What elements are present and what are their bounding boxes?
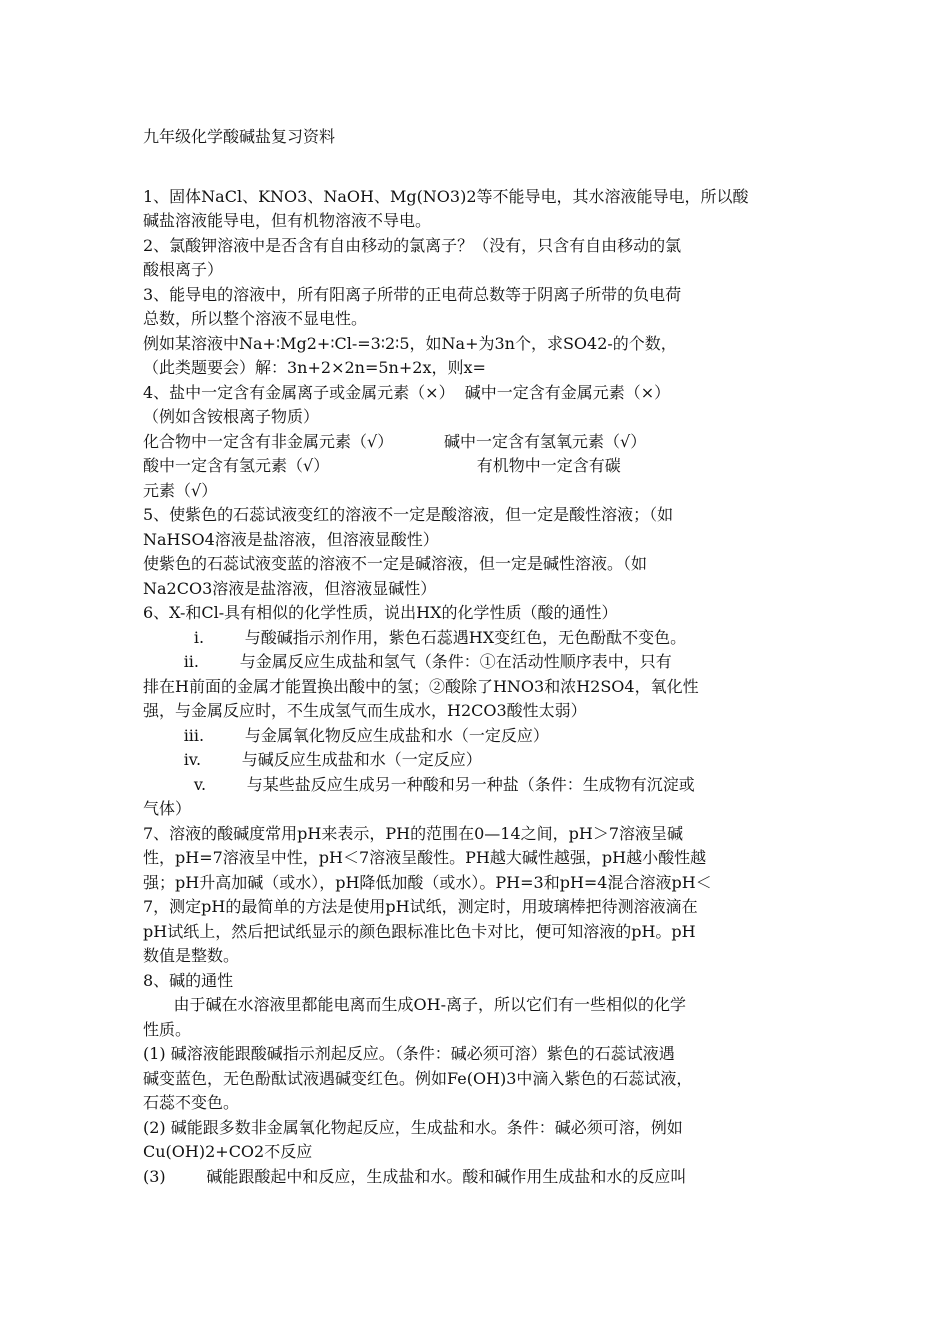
- text-line: 6、X-和Cl-具有相似的化学性质，说出HX的化学性质（酸的通性）: [143, 603, 618, 622]
- text-line: 排在H前面的金属才能置换出酸中的氢；②酸除了HNO3和浓H2SO4，氧化性: [143, 677, 699, 696]
- text-line: 气体）: [143, 799, 192, 818]
- text-line: 碱盐溶液能导电，但有机物溶液不导电。: [143, 211, 432, 230]
- text-line: ii. 与金属反应生成盐和氢气（条件：①在活动性顺序表中，只有: [143, 652, 672, 671]
- text-line: 石蕊不变色。: [143, 1093, 240, 1112]
- text-line: 使紫色的石蕊试液变蓝的溶液不一定是碱溶液，但一定是碱性溶液。（如: [143, 554, 648, 573]
- text-line: 碱变蓝色，无色酚酞试液遇碱变红色。例如Fe(OH)3中滴入紫色的石蕊试液，: [143, 1069, 693, 1088]
- text-line: 数值是整数。: [143, 946, 240, 965]
- text-line: 4、盐中一定含有金属离子或金属元素（×） 碱中一定含有金属元素（×）: [143, 383, 671, 402]
- text-line: Cu(OH)2+CO2不反应: [143, 1142, 313, 1161]
- text-line: 总数，所以整个溶液不显电性。: [143, 309, 368, 328]
- text-line: 8、碱的通性: [143, 971, 234, 990]
- text-line: i. 与酸碱指示剂作用，紫色石蕊遇HX变红色，无色酚酞不变色。: [143, 628, 687, 647]
- text-line: 由于碱在水溶液里都能电离而生成OH-离子，所以它们有一些相似的化学: [143, 995, 686, 1014]
- text-line: 性，pH=7溶液呈中性，pH＜7溶液呈酸性。PH越大碱性越强，pH越小酸性越: [143, 848, 707, 867]
- text-line: 3、能导电的溶液中，所有阳离子所带的正电荷总数等于阴离子所带的负电荷: [143, 285, 682, 304]
- text-line: NaHSO4溶液是盐溶液，但溶液显酸性）: [143, 530, 439, 549]
- text-line: 强；pH升高加碱（或水），pH降低加酸（或水）。PH=3和pH=4混合溶液pH＜: [143, 873, 712, 892]
- text-line: 例如某溶液中Na+∶Mg2+∶Cl-=3∶2∶5，如Na+为3n个，求SO42-的个数，: [143, 334, 677, 353]
- text-line: 化合物中一定含有非金属元素（√） 碱中一定含有氢氧元素（√）: [143, 432, 647, 451]
- document-title: 九年级化学酸碱盐复习资料: [143, 127, 336, 146]
- text-line: iv. 与碱反应生成盐和水（一定反应）: [143, 750, 482, 769]
- text-line: (3) 碱能跟酸起中和反应，生成盐和水。酸和碱作用生成盐和水的反应叫: [143, 1167, 687, 1186]
- text-line: 7，测定pH的最简单的方法是使用pH试纸，测定时，用玻璃棒把待测溶液滴在: [143, 897, 698, 916]
- text-line: v. 与某些盐反应生成另一种酸和另一种盐（条件：生成物有沉淀或: [143, 775, 695, 794]
- text-line: 2、氯酸钾溶液中是否含有自由移动的氯离子？（没有，只含有自由移动的氯: [143, 236, 682, 255]
- text-line: 酸根离子）: [143, 260, 224, 279]
- text-line: iii. 与金属氧化物反应生成盐和水（一定反应）: [143, 726, 549, 745]
- text-line: 7、溶液的酸碱度常用pH来表示，PH的范围在0—14之间，pH＞7溶液呈碱: [143, 824, 684, 843]
- text-line: 酸中一定含有氢元素（√） 有机物中一定含有碳: [143, 456, 621, 475]
- text-line: 5、使紫色的石蕊试液变红的溶液不一定是酸溶液，但一定是酸性溶液；（如: [143, 505, 674, 524]
- text-line: (2) 碱能跟多数非金属氧化物起反应，生成盐和水。条件：碱必须可溶，例如: [143, 1118, 683, 1137]
- text-line: 性质。: [143, 1020, 192, 1039]
- text-line: 1、固体NaCl、KNO3、NaOH、Mg(NO3)2等不能导电，其水溶液能导电，所以酸: [143, 187, 749, 206]
- text-line: 强，与金属反应时，不生成氢气而生成水，H2CO3酸性太弱）: [143, 701, 587, 720]
- text-line: Na2CO3溶液是盐溶液，但溶液显碱性）: [143, 579, 437, 598]
- text-line: pH试纸上，然后把试纸显示的颜色跟标准比色卡对比，便可知溶液的pH。pH: [143, 922, 696, 941]
- text-line: 元素（√）: [143, 481, 218, 500]
- text-line: （此类题要会）解：3n+2×2n=5n+2x，则x=: [143, 358, 486, 377]
- text-line: (1) 碱溶液能跟酸碱指示剂起反应。（条件：碱必须可溶）紫色的石蕊试液遇: [143, 1044, 675, 1063]
- text-line: （例如含铵根离子物质）: [143, 407, 320, 426]
